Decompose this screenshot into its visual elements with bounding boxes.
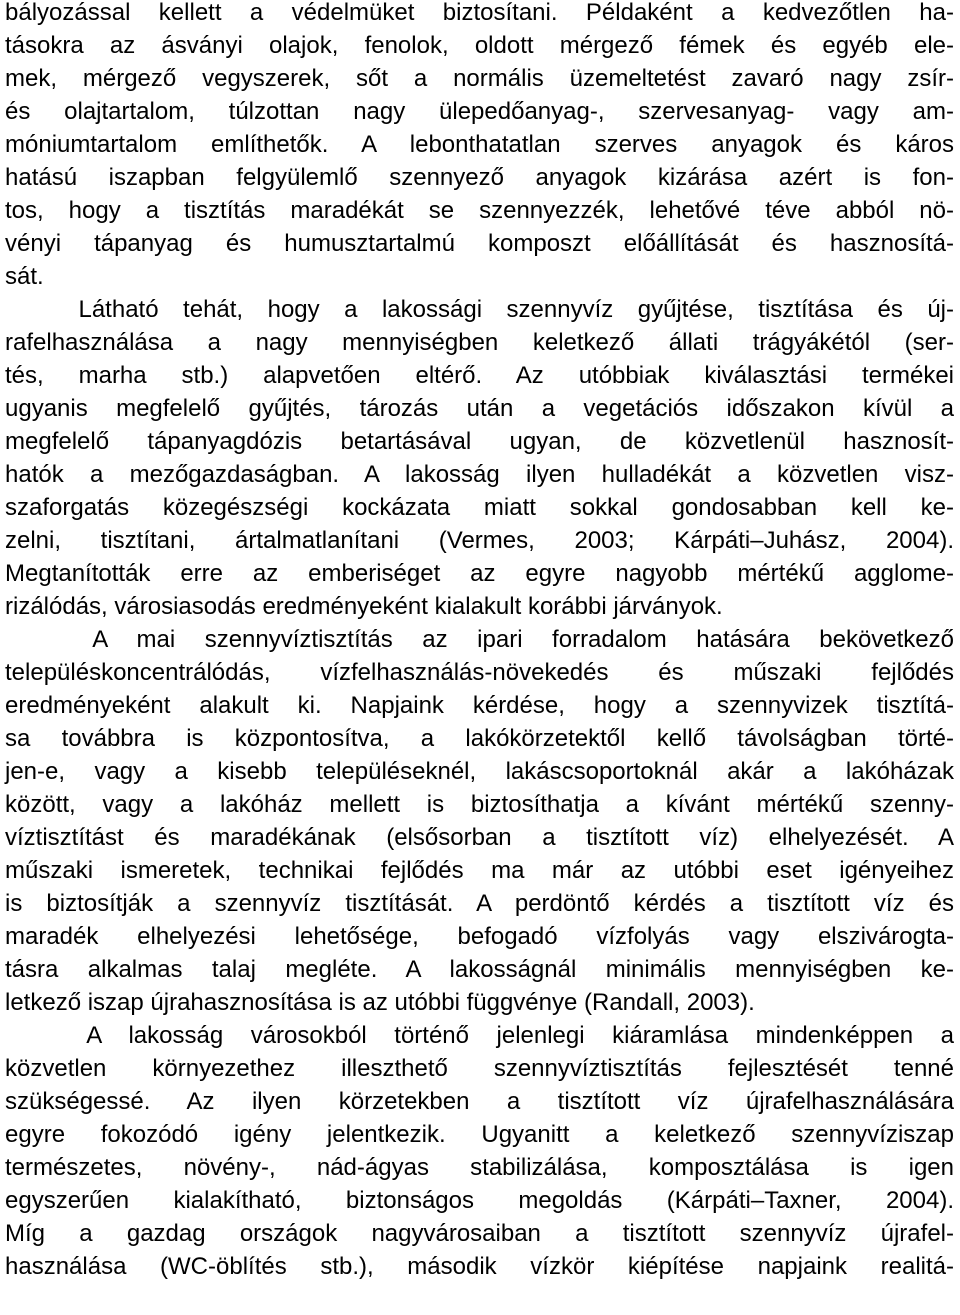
text-line: víztisztítást és maradékának (elsősorban a tisztított víz) elhelyezését. A xyxy=(5,824,954,851)
text-line: hatású iszapban felgyülemlő szennyező anyagok kizárása azért is fon- xyxy=(5,164,954,191)
text-line: településkoncentrálódás, vízfelhasználás-növekedés és műszaki fejlődés xyxy=(5,659,954,686)
text-line: egyre fokozódó igény jelentkezik. Ugyanitt a keletkező szennyvíziszap xyxy=(5,1121,954,1148)
text-line: letkező iszap újrahasznosítása is az utóbbi függvénye (Randall, 2003). xyxy=(5,989,755,1016)
text-line: tos, hogy a tisztítás maradékát se szennyezzék, lehetővé téve abból nö- xyxy=(5,197,954,224)
text-line: használása (WC-öblítés stb.), második vízkör kiépítése napjaink realitá- xyxy=(5,1253,954,1280)
text-line: mek, mérgező vegyszerek, sőt a normális üzemeltetést zavaró nagy zsír- xyxy=(5,65,954,92)
text-line: rizálódás, városiasodás eredményeként kialakult korábbi járványok. xyxy=(5,593,723,620)
text-line: zelni, tisztítani, ártalmatlanítani (Vermes, 2003; Kárpáti–Juhász, 2004). xyxy=(5,527,954,554)
text-line: között, vagy a lakóház mellett is biztosíthatja a kívánt mértékű szenny- xyxy=(5,791,954,818)
text-line: hatók a mezőgazdaságban. A lakosság ilyen hulladékát a közvetlen visz- xyxy=(5,461,954,488)
text-line: tés, marha stb.) alapvetően eltérő. Az utóbbiak kiválasztási termékei xyxy=(5,362,954,389)
text-line: tásokra az ásványi olajok, fenolok, oldott mérgező fémek és egyéb ele- xyxy=(5,32,954,59)
text-line: sát. xyxy=(5,263,44,290)
text-line: Látható tehát, hogy a lakossági szennyvíz gyűjtése, tisztítása és új- xyxy=(5,296,954,323)
text-line: móniumtartalom említhetők. A lebonthatatlan szerves anyagok és káros xyxy=(5,131,954,158)
text-line: megfelelő tápanyagdózis betartásával ugyan, de közvetlenül hasznosít- xyxy=(5,428,954,455)
text-line: Míg a gazdag országok nagyvárosaiban a tisztított szennyvíz újrafel- xyxy=(5,1220,954,1247)
text-line: is biztosítják a szennyvíz tisztítását. A perdöntő kérdés a tisztított víz és xyxy=(5,890,954,917)
text-line: Megtanították erre az emberiséget az egyre nagyobb mértékű agglome- xyxy=(5,560,954,587)
text-line: bályozással kellett a védelmüket biztosítani. Példaként a kedvezőtlen ha- xyxy=(5,0,954,26)
text-line: egyszerűen kialakítható, biztonságos megoldás (Kárpáti–Taxner, 2004). xyxy=(5,1187,954,1214)
text-line: maradék elhelyezési lehetősége, befogadó vízfolyás vagy elszivárogta- xyxy=(5,923,954,950)
text-line: műszaki ismeretek, technikai fejlődés ma már az utóbbi eset igényeihez xyxy=(5,857,954,884)
text-line: közvetlen környezethez illeszthető szennyvíztisztítás fejlesztését tenné xyxy=(5,1055,954,1082)
text-line: sa továbbra is központosítva, a lakókörzetektől kellő távolságban törté- xyxy=(5,725,954,752)
text-line: szaforgatás közegészségi kockázata miatt sokkal gondosabban kell ke- xyxy=(5,494,954,521)
text-line: és olajtartalom, túlzottan nagy ülepedőanyag-, szervesanyag- vagy am- xyxy=(5,98,954,125)
text-line: tásra alkalmas talaj megléte. A lakosságnál minimális mennyiségben ke- xyxy=(5,956,954,983)
text-line: szükségessé. Az ilyen körzetekben a tisztított víz újrafelhasználására xyxy=(5,1088,954,1115)
text-line: A mai szennyvíztisztítás az ipari forradalom hatására bekövetkező xyxy=(5,626,954,653)
text-line: ugyanis megfelelő gyűjtés, tározás után a vegetációs időszakon kívül a xyxy=(5,395,954,422)
text-line: eredményeként alakult ki. Napjaink kérdése, hogy a szennyvizek tisztítá- xyxy=(5,692,954,719)
text-line: A lakosság városokból történő jelenlegi kiáramlása mindenképpen a xyxy=(5,1022,954,1049)
text-line: természetes, növény-, nád-ágyas stabilizálása, komposztálása is igen xyxy=(5,1154,954,1181)
text-line: jen-e, vagy a kisebb településeknél, lakáscsoportoknál akár a lakóházak xyxy=(5,758,954,785)
text-line: vényi tápanyag és humusztartalmú komposzt előállítását és hasznosítá- xyxy=(5,230,954,257)
text-line: rafelhasználása a nagy mennyiségben keletkező állati trágyákétól (ser- xyxy=(5,329,954,356)
